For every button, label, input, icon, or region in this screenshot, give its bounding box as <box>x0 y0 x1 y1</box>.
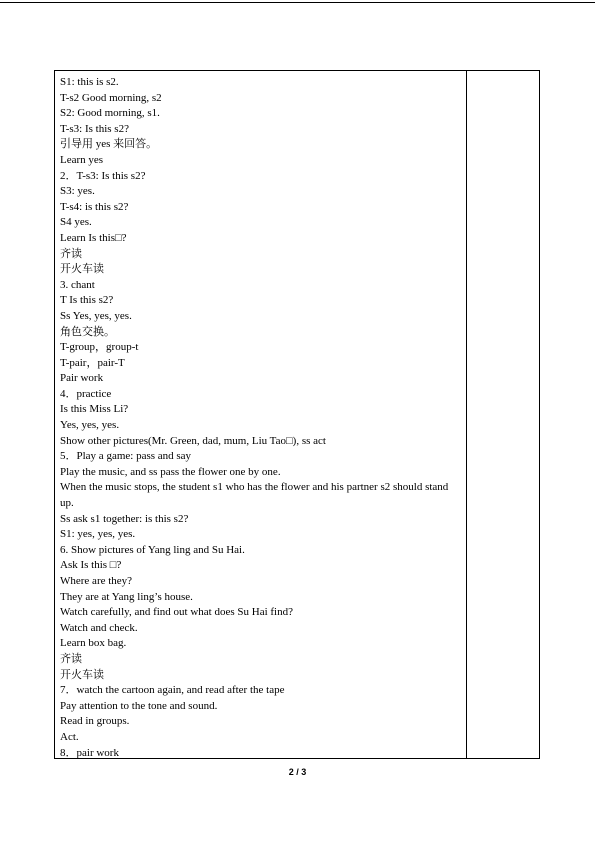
text-line: They are at Yang ling’s house. <box>60 590 193 603</box>
lesson-table <box>54 70 540 759</box>
text-line: 8．pair work <box>60 746 119 759</box>
text-line: Show other pictures(Mr. Green, dad, mum, Liu Tao□), ss act <box>60 434 326 447</box>
text-line: T-s4: is this s2? <box>60 200 129 213</box>
text-line: T-pair，pair-T <box>60 356 125 369</box>
text-line: 齐读 <box>60 247 82 260</box>
text-line: 开火车读 <box>60 668 104 681</box>
text-line: Act. <box>60 730 79 743</box>
text-line: Is this Miss Li? <box>60 403 129 416</box>
text-line: Read in groups. <box>60 715 130 728</box>
text-line: S3: yes. <box>60 185 95 198</box>
text-line: 角色交换。 <box>60 325 115 338</box>
text-line: 3. chant <box>60 278 95 291</box>
text-line: Pair work <box>60 372 104 385</box>
text-line: When the music stops, the student s1 who has the flower and his partner s2 should stand up. <box>60 481 449 510</box>
text-line: S1: yes, yes, yes. <box>60 528 136 541</box>
text-line: 2．T-s3: Is this s2? <box>60 169 146 182</box>
text-line: 4．practice <box>60 387 112 400</box>
text-line: 开火车读 <box>60 263 104 276</box>
column-divider <box>466 71 467 758</box>
text-line: Watch carefully, and find out what does Su Hai find? <box>60 606 293 619</box>
text-line: 5．Play a game: pass and say <box>60 450 192 463</box>
text-line: Play the music, and ss pass the flower one by one. <box>60 465 281 478</box>
text-line: Watch and check. <box>60 621 138 634</box>
text-line: S2: Good morning, s1. <box>60 107 160 120</box>
text-line: S1: this is s2. <box>60 76 119 88</box>
text-line: T-s2 Good morning, s2 <box>60 91 162 104</box>
text-line: Pay attention to the tone and sound. <box>60 699 218 712</box>
text-line: Learn Is this□? <box>60 231 127 244</box>
text-line: Learn box bag. <box>60 637 127 650</box>
text-line: T-s3: Is this s2? <box>60 122 129 135</box>
text-line: Ss Yes, yes, yes. <box>60 309 132 322</box>
header-rule <box>0 2 595 3</box>
text-line: Yes, yes, yes. <box>60 419 120 432</box>
text-line: S4 yes. <box>60 216 92 229</box>
text-line: 7．watch the cartoon again, and read after the tape <box>60 684 285 697</box>
text-line: T-group，group-t <box>60 341 139 354</box>
text-line: 引导用 yes 来回答。 <box>60 138 158 151</box>
lesson-steps-cell <box>60 75 462 761</box>
text-line: 齐读 <box>60 652 82 665</box>
text-line: Ask Is this □? <box>60 559 122 572</box>
text-line: Ss ask s1 together: is this s2? <box>60 512 189 525</box>
text-line: T Is this s2? <box>60 294 114 307</box>
text-line: Learn yes <box>60 153 104 166</box>
text-line: 6. Show pictures of Yang ling and Su Hai. <box>60 543 245 556</box>
page-number: 2 / 3 <box>288 767 307 777</box>
text-line: Where are they? <box>60 575 133 587</box>
